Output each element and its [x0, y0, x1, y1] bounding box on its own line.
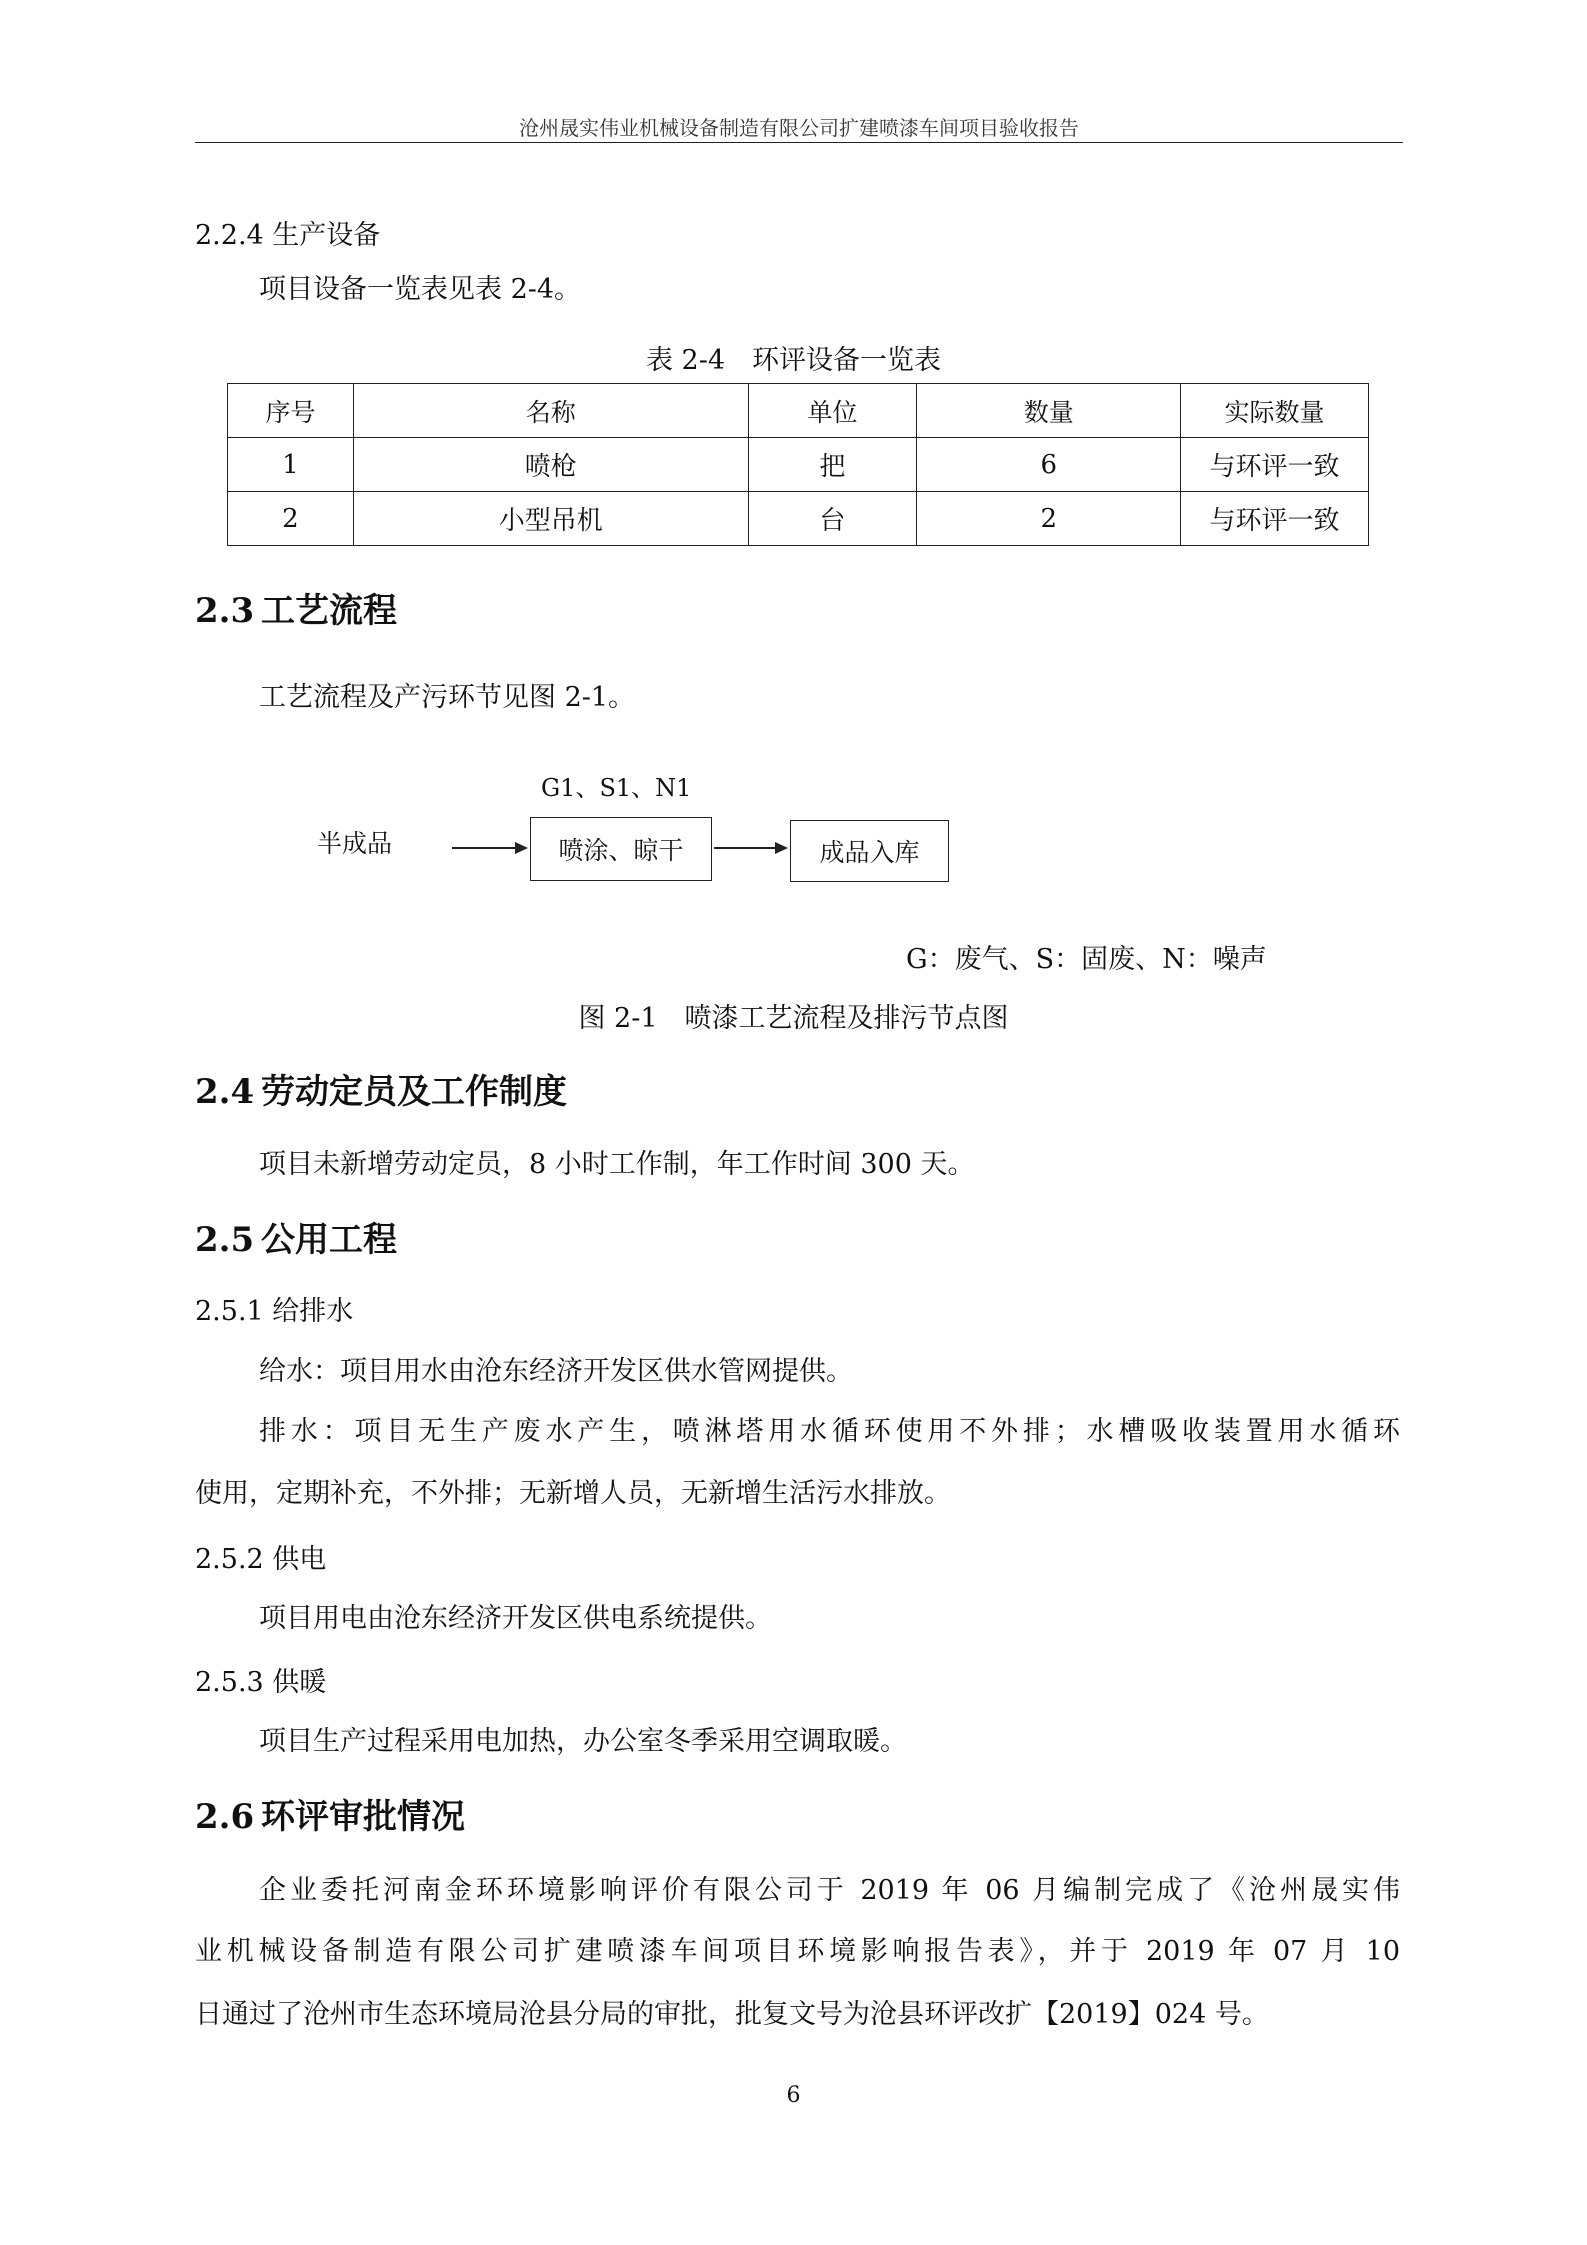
diagram-legend: G：废气、S：固废、N：噪声	[906, 944, 1267, 975]
subsection-heading-2-2-4: 2.2.4 生产设备	[195, 220, 381, 251]
subsection-heading-2-5-2: 2.5.2 供电	[195, 1544, 327, 1575]
section-heading-2-6	[195, 1797, 465, 1837]
water-supply-text: 给水：项目用水由沧东经济开发区供水管网提供。	[259, 1356, 853, 1387]
section-number: 2.6	[195, 1797, 255, 1837]
col-header-name: 名称	[353, 384, 748, 438]
arrow-step	[714, 842, 788, 854]
header-divider	[195, 142, 1403, 143]
col-header-actual-quantity: 实际数量	[1181, 384, 1369, 438]
section-title: 劳动定员及工作制度	[261, 1072, 567, 1112]
table-row	[228, 438, 1369, 492]
arrow-input	[452, 842, 528, 854]
page-header: 沧州晟实伟业机械设备制造有限公司扩建喷漆车间项目验收报告	[519, 116, 1079, 140]
table-row	[228, 492, 1369, 546]
process-box-storage: 成品入库	[790, 820, 949, 882]
cell-unit: 把	[748, 438, 917, 492]
cell-unit: 台	[748, 492, 917, 546]
approval-text-line-3: 日通过了沧州市生态环境局沧县分局的审批，批复文号为沧县环评改扩【2019】024 号。	[195, 1999, 1269, 2030]
emission-points-label: G1、S1、N1	[541, 774, 692, 802]
table-caption: 表 2-4 环评设备一览表	[645, 345, 942, 376]
power-supply-text: 项目用电由沧东经济开发区供电系统提供。	[259, 1603, 772, 1634]
cell-quantity: 6	[917, 438, 1181, 492]
staffing-text: 项目未新增劳动定员，8 小时工作制，年工作时间 300 天。	[259, 1149, 975, 1180]
page-number: 6	[786, 2083, 801, 2108]
input-material-label: 半成品	[317, 829, 393, 858]
cell-index: 1	[228, 438, 354, 492]
section-title: 工艺流程	[261, 591, 397, 631]
approval-text-line-1: 企业委托河南金环环境影响评价有限公司于 2019 年 06 月编制完成了《沧州晟实伟	[259, 1875, 1400, 1906]
drainage-text-line-2: 使用，定期补充，不外排；无新增人员，无新增生活污水排放。	[195, 1478, 951, 1509]
section-number: 2.3	[195, 591, 255, 631]
cell-actual-quantity: 与环评一致	[1181, 438, 1369, 492]
cell-name: 小型吊机	[353, 492, 748, 546]
approval-text-line-2: 业机械设备制造有限公司扩建喷漆车间项目环境影响报告表》，并于 2019 年 07 月 10	[195, 1936, 1400, 1967]
equipment-table	[227, 383, 1369, 546]
heating-text: 项目生产过程采用电加热，办公室冬季采用空调取暖。	[259, 1726, 907, 1757]
col-header-index: 序号	[228, 384, 354, 438]
cell-actual-quantity: 与环评一致	[1181, 492, 1369, 546]
col-header-quantity: 数量	[917, 384, 1181, 438]
cell-index: 2	[228, 492, 354, 546]
section-heading-2-5	[195, 1220, 397, 1260]
process-intro: 工艺流程及产污环节见图 2-1。	[259, 682, 636, 713]
section-heading-2-3	[195, 591, 397, 631]
subsection-heading-2-5-3: 2.5.3 供暖	[195, 1667, 327, 1698]
section-number: 2.5	[195, 1220, 255, 1260]
table-header-row	[228, 384, 1369, 438]
subsection-heading-2-5-1: 2.5.1 给排水	[195, 1296, 354, 1327]
figure-caption: 图 2-1 喷漆工艺流程及排污节点图	[578, 1003, 1009, 1034]
section-title: 公用工程	[261, 1220, 397, 1260]
section-heading-2-4	[195, 1072, 567, 1112]
col-header-unit: 单位	[748, 384, 917, 438]
process-box-spray-dry: 喷涂、晾干	[530, 817, 712, 881]
cell-name: 喷枪	[353, 438, 748, 492]
section-title: 环评审批情况	[261, 1797, 465, 1837]
equipment-intro: 项目设备一览表见表 2-4。	[259, 274, 582, 305]
cell-quantity: 2	[917, 492, 1181, 546]
section-number: 2.4	[195, 1072, 255, 1112]
drainage-text-line-1: 排水：项目无生产废水产生，喷淋塔用水循环使用不外排；水槽吸收装置用水循环	[259, 1416, 1400, 1447]
